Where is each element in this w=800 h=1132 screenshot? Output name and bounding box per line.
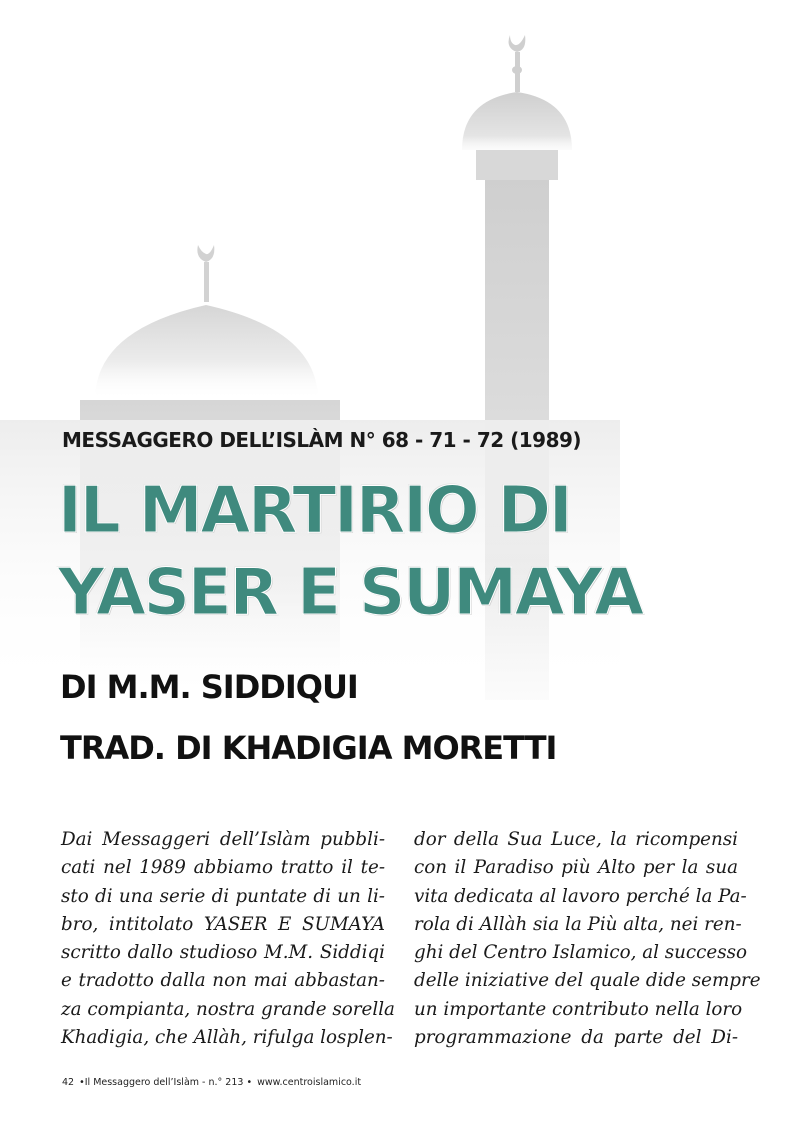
article-title-line-2: YASER E SUMAYA bbox=[58, 556, 643, 630]
article-title-line-1: IL MARTIRIO DI bbox=[58, 474, 571, 548]
body-line: ghi del Centro Islamico, al successo bbox=[414, 942, 747, 964]
translator-byline: TRAD. DI KHADIGIA MORETTI bbox=[60, 729, 557, 767]
body-line: scritto dallo studioso M.M. Siddiqi bbox=[61, 942, 385, 964]
body-line: bro, intitolato YASER E SUMAYA bbox=[61, 913, 385, 935]
publication-name: •Il Messaggero dell’Islàm - n.° 213 • bbox=[79, 1077, 253, 1088]
body-line: za compianta, nostra grande sorella bbox=[61, 998, 395, 1020]
page-footer bbox=[62, 1077, 363, 1088]
body-line: programmazione da parte del Di- bbox=[414, 1027, 738, 1049]
minaret-crescent-icon bbox=[509, 35, 526, 92]
body-line: vita dedicata al lavoro perché la Pa- bbox=[414, 885, 747, 907]
issue-reference: MESSAGGERO DELL’ISLÀM N° 68 - 71 - 72 (1989) bbox=[62, 428, 582, 452]
body-line: un importante contributo nella loro bbox=[414, 998, 743, 1020]
body-line: rola di Allàh sia la Più alta, nei ren- bbox=[414, 913, 742, 935]
dome-crescent-icon bbox=[197, 245, 214, 302]
body-line: dor della Sua Luce, la ricompensi bbox=[414, 829, 738, 850]
body-line: sto di una serie di puntate di un li- bbox=[61, 885, 385, 907]
body-line: Dai Messaggeri dell’Islàm pubbli- bbox=[61, 829, 385, 850]
author-byline: DI M.M. SIDDIQUI bbox=[60, 668, 358, 706]
body-line: cati nel 1989 abbiamo tratto il te- bbox=[61, 857, 385, 879]
body-column-right bbox=[414, 826, 761, 1052]
body-line: e tradotto dalla non mai abbastan- bbox=[61, 970, 385, 992]
page-number: 42 bbox=[62, 1077, 75, 1088]
website-link[interactable]: www.centroislamico.it bbox=[257, 1077, 362, 1088]
body-column-left bbox=[61, 826, 395, 1052]
article-title bbox=[58, 470, 778, 634]
body-line: con il Paradiso più Alto per la sua bbox=[414, 857, 738, 879]
body-line: delle iniziative del quale dide sempre bbox=[414, 970, 761, 992]
body-line: Khadigia, che Allàh, rifulga losplen- bbox=[61, 1027, 393, 1049]
